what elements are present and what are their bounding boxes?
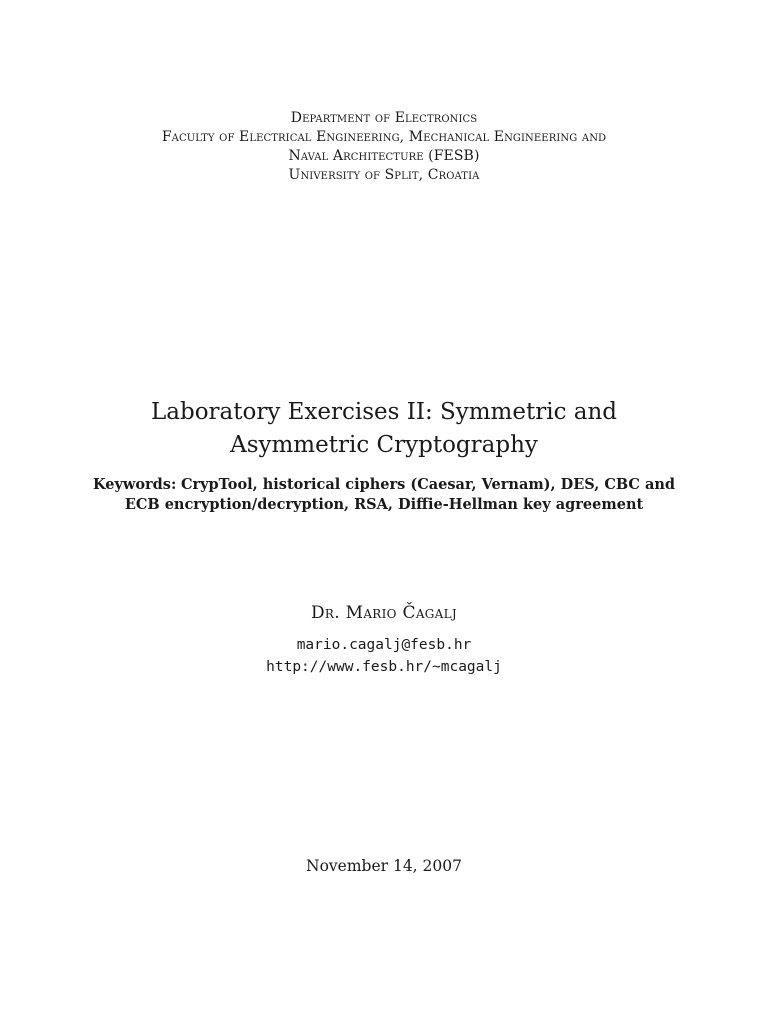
affiliation-block [0, 109, 768, 185]
keywords-text-2: ECB encryption/decryption, RSA, Diffie-Hellman key agreement [124, 496, 644, 513]
keywords-block [0, 475, 768, 514]
department-line: Department of Electronics [290, 110, 478, 126]
keywords-label: Keywords: [92, 476, 177, 493]
university-line: University of Split, Croatia [288, 167, 480, 183]
author-email[interactable]: mario.cagalj@fesb.hr [296, 637, 472, 653]
title-line-1: Laboratory Exercises II: Symmetric and [150, 399, 618, 425]
keywords-line-1 [0, 475, 768, 495]
author-url[interactable]: http://www.fesb.hr/~mcagalj [266, 659, 502, 675]
document-title [0, 396, 768, 462]
document-date: November 14, 2007 [306, 857, 462, 875]
author-name: Dr. Mario Čagalj [310, 603, 458, 623]
faculty-line-2: Naval Architecture (FESB) [288, 148, 480, 164]
title-line-2: Asymmetric Cryptography [230, 432, 538, 458]
keywords-text-1: CrypTool, historical ciphers (Caesar, Vernam), DES, CBC and [180, 476, 676, 493]
faculty-line-1: Faculty of Electrical Engineering, Mechanical Engineering and [161, 129, 607, 145]
author-contact [0, 634, 768, 678]
